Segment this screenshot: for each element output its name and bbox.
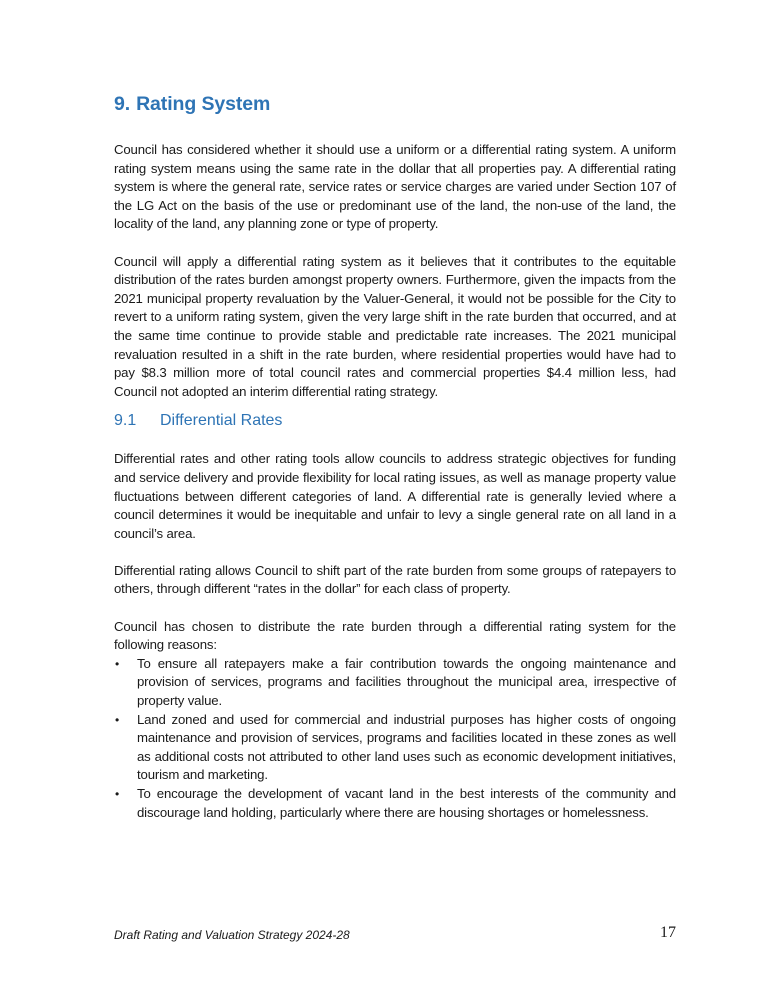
paragraph-shift-rate-burden: Differential rating allows Council to shift part of the rate burden from some groups of ratepayers to others, through different “rates in the dollar” for each class of property. xyxy=(114,562,676,597)
bullet-icon: • xyxy=(115,712,120,727)
subsection-heading xyxy=(114,410,676,432)
paragraph-differential-rationale: Council will apply a differential rating system as it believes that it contributes to the equitable distribution of the rates burden amongst property owners. Furthermore, given the impacts from the 2021 municipal property revaluation by the Valuer-General, it would not be possible for the City to revert to a uniform rating system, given the very large shift in the rate burden that occurred, and at the same time continue to provide stable and predictable rate increases. The 2021 municipal revaluation resulted in a shift in the rate burden, where residential properties would have had to pay $8.3 million more of total council rates and commercial properties $4.4 million less, had Council not adopted an interim differential rating strategy. xyxy=(114,253,676,399)
list-item xyxy=(114,655,676,711)
section-title: Rating System xyxy=(136,93,271,115)
list-item-text: To ensure all ratepayers make a fair contribution towards the ongoing maintenance and provision of services, programs and facilities throughout the municipal area, irrespective of property value. xyxy=(137,655,676,709)
bullet-icon: • xyxy=(115,787,120,801)
paragraph-differential-rates-tools: Differential rates and other rating tools allow councils to address strategic objectives for funding and service delivery and provide flexibility for local rating issues, as well as manage property value fluctuations between different categories of land. A differential rate is generally levied where a council determines it would be inequitable and unfair to levy a single general rate on all land in a council’s area. xyxy=(114,451,676,541)
list-item xyxy=(114,711,676,785)
page-content xyxy=(114,90,676,822)
list-item-text: Land zoned and used for commercial and industrial purposes has higher costs of ongoing maintenance and provision of services, programs and facilities located in these zones as well as additional costs not attributed to other land uses such as economic development initiatives, tourism and marketing. xyxy=(137,711,676,783)
paragraph-reasons-intro: Council has chosen to distribute the rate burden through a differential rating system for the following reasons: xyxy=(114,618,676,653)
footer-document-title: Draft Rating and Valuation Strategy 2024-28 xyxy=(114,928,350,942)
section-heading xyxy=(114,90,676,118)
section-number: 9. xyxy=(114,93,131,115)
subsection-number: 9.1 xyxy=(114,412,137,430)
bullet-icon: • xyxy=(115,656,120,671)
reasons-list xyxy=(114,655,676,822)
page-number: 17 xyxy=(660,924,676,941)
list-item xyxy=(114,785,676,822)
subsection-title: Differential Rates xyxy=(160,412,283,430)
paragraph-uniform-vs-differential: Council has considered whether it should use a uniform or a differential rating system. A uniform rating system means using the same rate in the dollar that all properties pay. A differential rating system is where the general rate, service rates or service charges are varied under Section 107 of the LG Act on the basis of the use or predominant use of the land, the non-use of the land, the locality of the land, any planning zone or type of property. xyxy=(114,142,676,232)
list-item-text: To encourage the development of vacant land in the best interests of the community and discourage land holding, particularly where there are housing shortages or homelessness. xyxy=(137,786,676,820)
